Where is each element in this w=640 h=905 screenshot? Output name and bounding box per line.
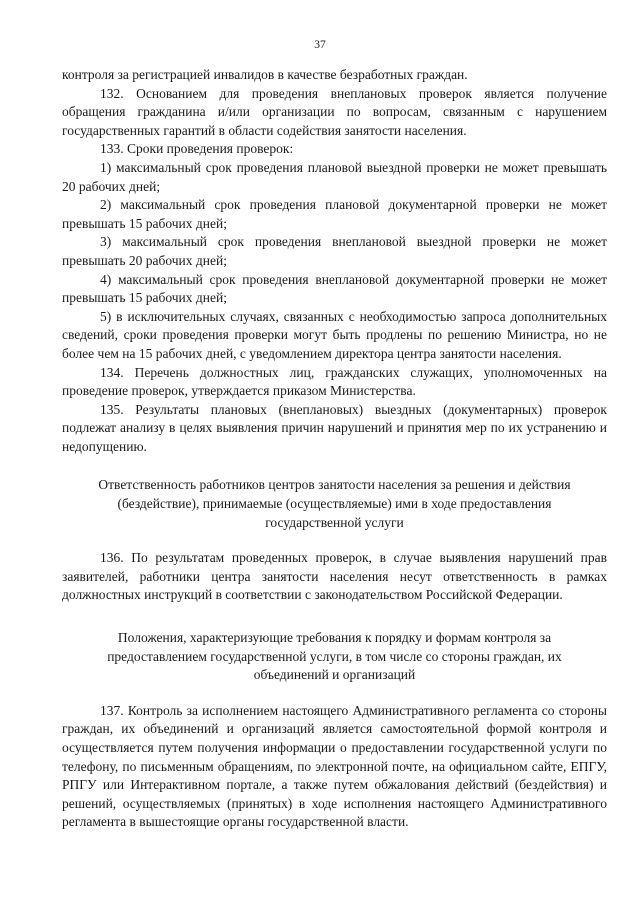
paragraph-137: 137. Контроль за исполнением настоящего Административного регламента со стороны граждан, их объединений и организаций является самостоятельной формой контроля и осуществляется путем получения информации о предоставлении государственной услуги по телефону, по письменным обращениям, по электронной почте, на официальном сайте, ЕПГУ, РПГУ или Интерактивном портале, а также путем обжалования действий (бездействия) и решений, осуществляемых (принятых) в ходе исполнения настоящего Административного регламента в вышестоящие органы государственной власти. [62, 702, 607, 830]
page-number: 37 [314, 39, 326, 51]
spacer [62, 605, 607, 629]
section-heading-control-forms: Положения, характеризующие требования к порядку и формам контроля за предоставлением государственной услуги, в том числе со стороны граждан, их объединений и организаций [107, 630, 562, 683]
list-item-5: 5) в исключительных случаях, связанных с необходимостью запроса дополнительных сведений, сроки проведения проверки могут быть продлены по решению Министра, но не более чем на 15 рабочих дней, с уведомлением директора центра занятости населения. [62, 308, 607, 361]
spacer [62, 456, 607, 476]
paragraph-133: 133. Сроки проведения проверок: [100, 141, 294, 157]
spacer [62, 532, 607, 549]
spacer [62, 685, 607, 702]
list-item-1: 1) максимальный срок проведения плановой выездной проверки не может превышать 20 рабочих дней; [62, 159, 607, 194]
paragraph-continuation: контроля за регистрацией инвалидов в качестве безработных граждан. [62, 67, 468, 82]
page-content [62, 66, 607, 832]
list-item-3: 3) максимальный срок проведения внеплановой выездной проверки не может превышать 20 рабочих дней; [62, 234, 607, 268]
list-item-4: 4) максимальный срок проведения внеплановой документарной проверки не может превышать 15 рабочих дней; [62, 271, 607, 306]
paragraph-132: 132. Основанием для проведения внеплановых проверок является получение обращения гражданина и/или организации по вопросам, связанным с нарушением государственных гарантий в области содействия занятости населения. [62, 85, 607, 138]
paragraph-135: 135. Результаты плановых (внеплановых) выездных (документарных) проверок подлежат анализу в целях выявления причин нарушений и принятия мер по их устранению и недопущению. [62, 401, 607, 454]
list-item-2: 2) максимальный срок проведения плановой документарной проверки не может превышать 15 рабочих дней; [62, 197, 607, 231]
section-heading-responsibility: Ответственность работников центров занятости населения за решения и действия (бездействие), принимаемые (осуществляемые) ими в ходе предоставления государственной услуги [98, 477, 571, 530]
paragraph-136: 136. По результатам проведенных проверок, в случае выявления нарушений прав заявителей, работники центра занятости населения несут ответственность в рамках должностных инструкций в соответствии с законодательством Российской Федерации. [62, 550, 607, 603]
paragraph-134: 134. Перечень должностных лиц, гражданских служащих, уполномоченных на проведение проверок, утверждается приказом Министерства. [62, 364, 607, 399]
